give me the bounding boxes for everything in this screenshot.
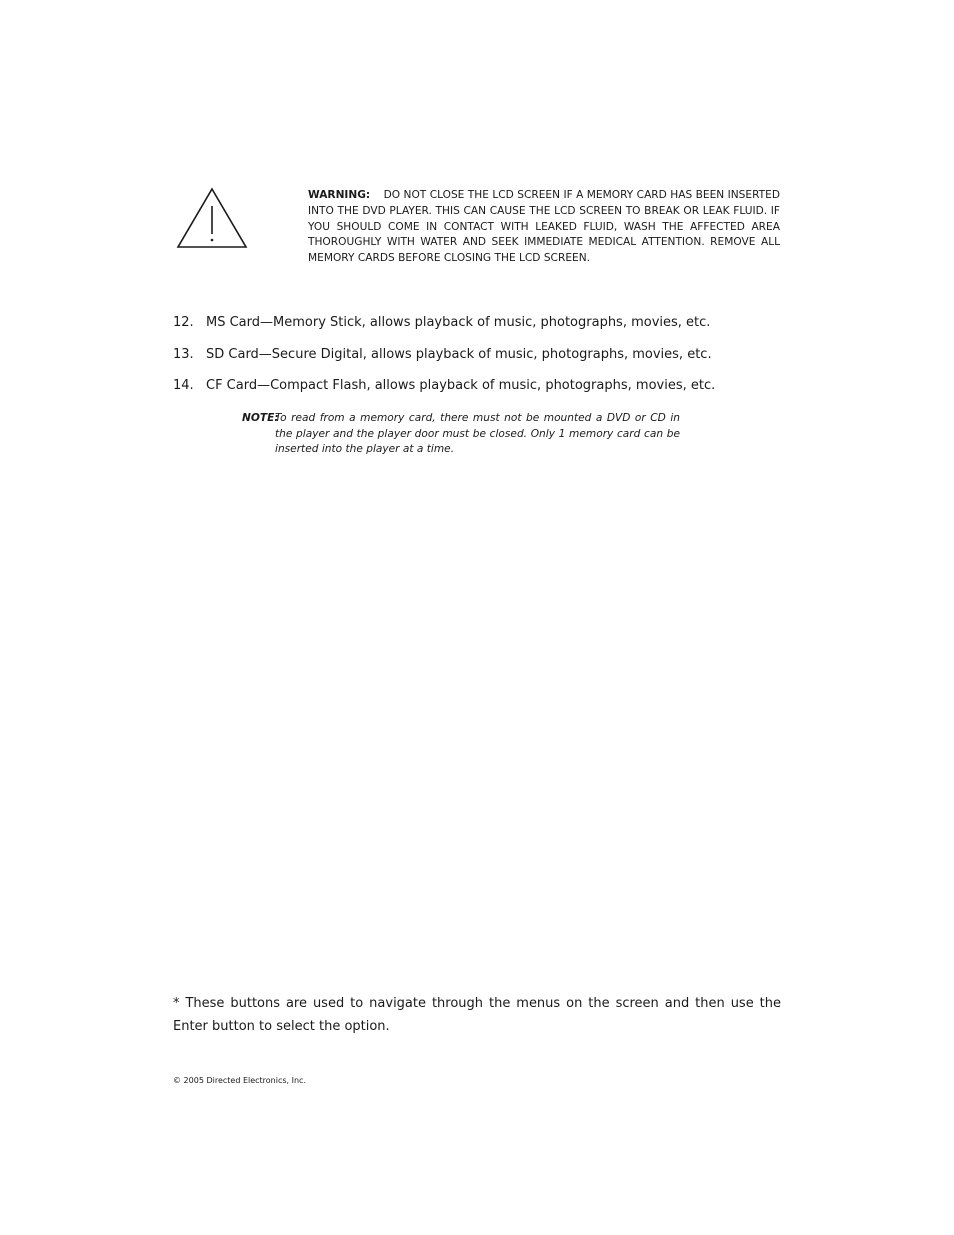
item-text: CF Card—Compact Flash, allows playback of music, photographs, movies, etc. — [206, 378, 716, 393]
list-item — [173, 377, 783, 395]
list-item — [173, 346, 783, 364]
warning-triangle-icon — [176, 186, 248, 250]
list-item — [173, 314, 783, 332]
note-block — [242, 411, 680, 458]
item-number: 12. — [173, 315, 194, 330]
note-label: NOTE: — [242, 412, 279, 424]
item-text: MS Card—Memory Stick, allows playback of music, photographs, movies, etc. — [206, 315, 711, 330]
item-number: 13. — [173, 346, 194, 362]
item-text: SD Card—Secure Digital, allows playback of music, photographs, movies, etc. — [206, 346, 712, 362]
copyright-notice: © 2005 Directed Electronics, Inc. — [173, 1076, 306, 1085]
warning-message — [308, 188, 780, 267]
warning-label: WARNING: — [308, 189, 371, 201]
footnote: * These buttons are used to navigate through the menus on the screen and then use the Enter button to select the option. — [173, 996, 781, 1034]
item-number: 14. — [173, 378, 194, 393]
note-body: To read from a memory card, there must not be mounted a DVD or CD in the player and the player door must be closed. Only 1 memory card can be inserted into the player at a time. — [275, 412, 680, 456]
memory-card-list — [173, 314, 783, 409]
warning-body: DO NOT CLOSE THE LCD SCREEN IF A MEMORY CARD HAS BEEN INSERTED INTO THE DVD PLAYER. THIS CAN CAUSE THE LCD SCREEN TO BREAK OR LEAK FLUID. IF YOU SHOULD COME IN CONTACT WITH LEAKED FLUID, WASH THE AFFECTED AREA THOROUGHLY WITH WATER AND SEEK IMMEDIATE MEDICAL ATTENTION. REMOVE ALL MEMORY CARDS BEFORE CLOSING THE LCD SCREEN. — [308, 189, 781, 265]
